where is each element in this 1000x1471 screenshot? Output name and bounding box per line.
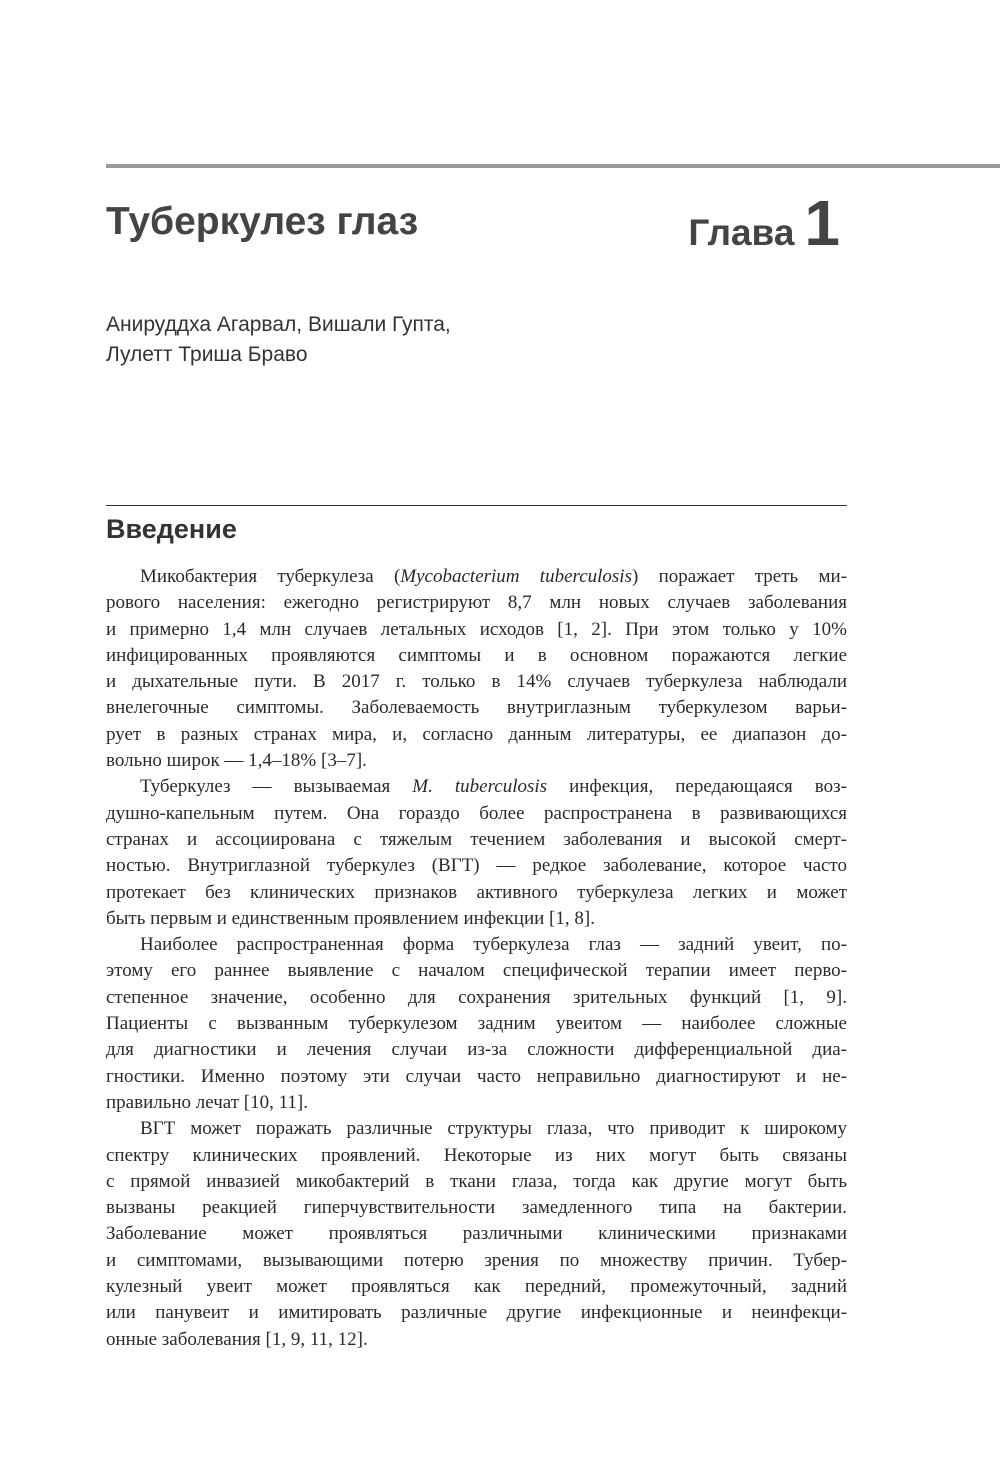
text-segment: с прямой инвазией микобактерий в ткани глаза, тогда как другие могут быть [106, 1170, 847, 1192]
paragraph [106, 1116, 847, 1353]
chapter-label: Глава [688, 212, 795, 253]
text-line [106, 774, 847, 800]
text-segment: и дыхательные пути. В 2017 г. только в 14% случаев туберкулеза наблюдали [106, 671, 847, 693]
text-line [106, 1248, 847, 1274]
section-rule [106, 505, 847, 506]
authors [106, 310, 451, 370]
text-line [106, 590, 847, 616]
text-line [106, 1169, 847, 1195]
text-segment: Туберкулез — вызываемая [140, 776, 413, 798]
text-segment: этому его раннее выявление с началом специфической терапии имеет перво- [106, 960, 847, 982]
text-line [106, 722, 847, 748]
text-line [106, 906, 847, 932]
text-line [106, 1090, 847, 1116]
text-segment: ) поражает треть ми- [631, 566, 847, 587]
text-line [106, 695, 847, 721]
text-segment: вольно широк — 1,4–18% [3–7]. [106, 750, 367, 772]
text-line [106, 1195, 847, 1221]
text-segment: ностью. Внутриглазной туберкулез (ВГТ) — редкое заболевание, которое часто [106, 855, 847, 877]
text-segment: и симптомами, вызывающими потерю зрения по множеству причин. Тубер- [106, 1249, 847, 1271]
text-line [106, 1221, 847, 1247]
text-segment: быть первым и единственным проявлением инфекции [1, 8]. [106, 907, 595, 929]
section-title: Введение [106, 514, 237, 544]
text-line [106, 1037, 847, 1063]
chapter-number-label [688, 186, 840, 260]
text-segment: душно-капельным путем. Она гораздо более распространена в развивающихся [106, 802, 847, 824]
text-line [106, 1327, 847, 1353]
body-text [106, 564, 847, 1353]
chapter-number: 1 [804, 187, 840, 259]
chapter-title: Туберкулез глаз [106, 200, 419, 243]
text-line [106, 853, 847, 879]
text-line [106, 1274, 847, 1300]
text-segment: странах и ассоциирована с тяжелым течением заболевания и высокой смерт- [106, 828, 847, 850]
text-segment: и примерно 1,4 млн случаев летальных исходов [1, 2]. При этом только у 10% [106, 618, 847, 640]
text-line [106, 958, 847, 984]
text-line [106, 748, 847, 774]
text-segment: степенное значение, особенно для сохранения зрительных функций [1, 9]. [106, 986, 847, 1008]
text-line [106, 1116, 847, 1142]
authors-line: Лулетт Триша Браво [106, 343, 308, 366]
authors-line: Анируддха Агарвал, Вишали Гупта, [106, 313, 451, 336]
text-line [106, 669, 847, 695]
text-segment: вызваны реакцией гиперчувствительности замедленного типа на бактерии. [106, 1197, 847, 1219]
text-segment: инфицированных проявляются симптомы и в основном поражаются легкие [106, 644, 847, 666]
text-line [106, 1300, 847, 1326]
text-segment: спектру клинических проявлений. Некоторые из них могут быть связаны [106, 1144, 847, 1166]
text-line [106, 985, 847, 1011]
text-segment: кулезный увеит может проявляться как передний, промежуточный, задний [106, 1276, 847, 1298]
text-line [106, 827, 847, 853]
text-segment: рует в разных странах мира, и, согласно данным литературы, ее диапазон до- [106, 723, 847, 745]
paragraph [106, 932, 847, 1116]
text-line [106, 880, 847, 906]
italic-term: Mycobacterium tuberculosis [400, 566, 632, 587]
text-line [106, 801, 847, 827]
paragraph [106, 774, 847, 932]
text-segment: Заболевание может проявляться различными клиническими признаками [106, 1223, 847, 1245]
text-line [106, 1143, 847, 1169]
text-segment: правильно лечат [10, 11]. [106, 1091, 308, 1113]
text-segment: инфекция, передающаяся воз- [547, 776, 847, 798]
text-line [106, 617, 847, 643]
text-segment: Пациенты с вызванным туберкулезом задним увеитом — наиболее сложные [106, 1013, 847, 1035]
text-segment: Наиболее распространенная форма туберкулеза глаз — задний увеит, по- [140, 934, 847, 956]
text-segment: протекает без клинических признаков активного туберкулеза легких и может [106, 881, 847, 903]
text-segment: внелегочные симптомы. Заболеваемость внутриглазным туберкулезом варьи- [106, 697, 847, 719]
paragraph [106, 564, 847, 774]
text-line [106, 1011, 847, 1037]
text-line [106, 932, 847, 958]
text-segment: Микобактерия туберкулеза ( [140, 566, 401, 587]
text-line [106, 564, 847, 590]
text-segment: для диагностики и лечения случаи из-за сложности дифференциальной диа- [106, 1039, 847, 1061]
text-segment: или панувеит и имитировать различные другие инфекционные и неинфекци- [106, 1302, 847, 1324]
text-line [106, 643, 847, 669]
text-segment: гностики. Именно поэтому эти случаи часто неправильно диагностируют и не- [106, 1065, 847, 1087]
text-segment: ВГТ может поражать различные структуры глаза, что приводит к широкому [140, 1118, 847, 1140]
text-line [106, 1064, 847, 1090]
italic-term: M. tuberculosis [412, 776, 548, 798]
text-segment: онные заболевания [1, 9, 11, 12]. [106, 1328, 368, 1350]
text-segment: рового населения: ежегодно регистрируют 8,7 млн новых случаев заболевания [106, 592, 847, 614]
top-rule [106, 164, 1000, 168]
